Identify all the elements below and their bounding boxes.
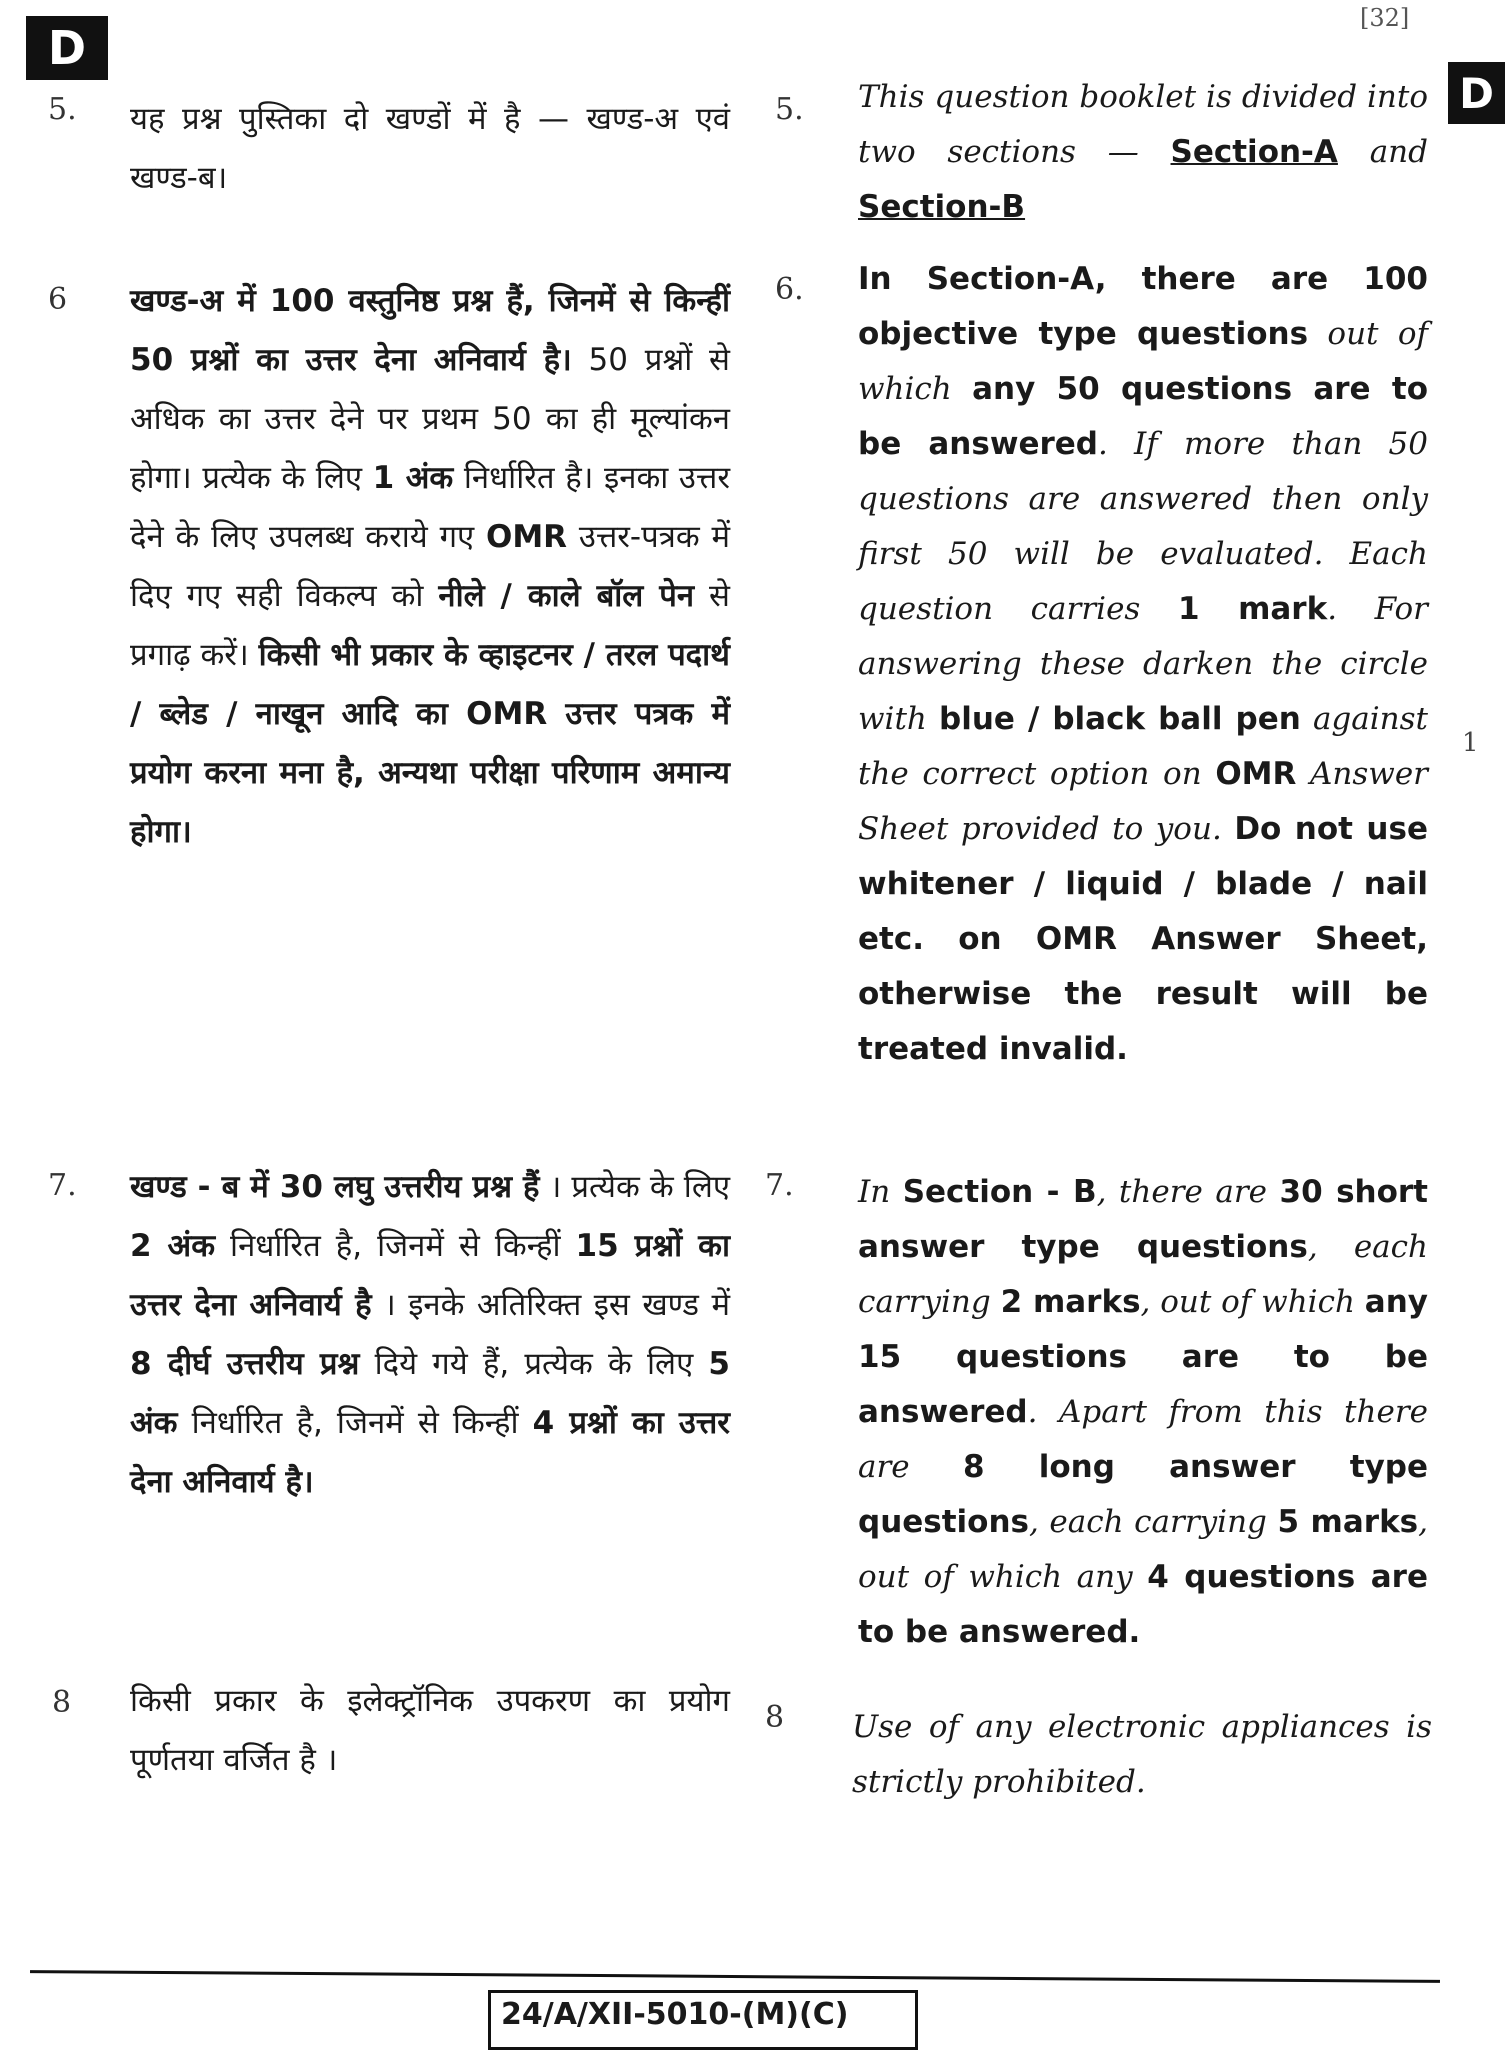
text: Do not use whitener / liquid / blade / nail etc. on OMR Answer Sheet, otherwise the result will be treated invalid. <box>858 811 1428 1067</box>
item-number-en-8: 8 <box>765 1700 785 1735</box>
instruction-en-8: Use of any electronic appliances is strictly prohibited. <box>852 1709 1432 1800</box>
text: blue / black ball pen <box>939 701 1301 737</box>
text: any 15 questions are to be answered <box>858 1284 1428 1430</box>
text: 2 marks <box>1000 1284 1141 1320</box>
text: । इनके अतिरिक्त इस खण्ड में <box>371 1287 730 1323</box>
instruction-hi-5: यह प्रश्न पुस्तिका दो खण्डों में है — खण्ड-अ एवं खण्ड-ब। <box>130 101 730 196</box>
item-number-en-7: 7. <box>765 1168 794 1203</box>
set-badge-right: D <box>1448 62 1505 124</box>
text: 8 दीर्घ उत्तरीय प्रश्न <box>130 1346 360 1382</box>
paper-code: 24/A/XII-5010-(M)(C) <box>488 1990 918 2050</box>
instruction-hi-6 <box>130 272 730 862</box>
text: , out of which <box>1140 1284 1365 1320</box>
item-number-en-6: 6. <box>775 272 804 307</box>
text: निर्धारित है, जिनमें से किन्हीं <box>177 1405 533 1441</box>
text: । प्रत्येक के लिए <box>539 1169 730 1205</box>
set-badge-left: D <box>26 16 108 80</box>
text: निर्धारित है। इनका उत्तर देने के लिए उपलब्ध कराये गए <box>130 460 730 555</box>
text: OMR <box>1215 756 1297 792</box>
text: and <box>1337 134 1428 170</box>
text: , each carrying <box>858 1229 1428 1320</box>
text: 15 प्रश्नों का उत्तर देना अनिवार्य है <box>130 1228 730 1323</box>
page-number: [32] <box>1360 4 1410 32</box>
text: In Section-A, there are 100 objective type questions <box>858 261 1428 352</box>
text: किसी भी प्रकार के व्हाइटनर / तरल पदार्थ / ब्लेड / नाखून आदि का OMR उत्तर पत्रक में प्रयोग करना मना है, अन्यथा परीक्षा परिणाम अमान्य होगा। <box>130 637 730 850</box>
text: Section-A <box>1170 134 1338 170</box>
text: 1 mark <box>1177 591 1328 627</box>
text: 8 long answer type questions <box>858 1449 1428 1540</box>
text: . If more than 50 questions are answered then only first 50 will be evaluated. Each question carries <box>858 426 1428 627</box>
text: उत्तर-पत्रक में दिए गए सही विकल्प को <box>130 519 730 614</box>
item-number-en-5: 5. <box>775 92 804 127</box>
text: निर्धारित है, जिनमें से किन्हीं <box>215 1228 576 1264</box>
instruction-hi-7 <box>130 1158 730 1512</box>
text: 50 प्रश्नों से अधिक का उत्तर देने पर प्रथम 50 का ही मूल्यांकन होगा। प्रत्येक के लिए <box>130 342 730 496</box>
text: , there are <box>1096 1174 1280 1210</box>
text: 5 marks <box>1277 1504 1419 1540</box>
text: से प्रगाढ़ करें। <box>130 578 730 673</box>
text: In <box>858 1174 903 1210</box>
text: 2 अंक <box>130 1228 216 1264</box>
text: , each carrying <box>1029 1504 1278 1540</box>
text: , out of which any <box>858 1504 1428 1595</box>
item-number-hi-6: 6 <box>48 282 68 317</box>
instruction-en-6 <box>858 252 1428 1077</box>
footer-rule <box>30 1970 1440 1983</box>
text: OMR <box>485 519 568 555</box>
text: दिये गये हैं, प्रत्येक के लिए <box>359 1346 709 1382</box>
text: against the correct option on <box>858 701 1428 792</box>
text: out of which <box>858 316 1428 407</box>
instruction-en-7 <box>858 1165 1428 1660</box>
text: 4 questions are to be answered. <box>858 1559 1428 1650</box>
text: 5 अंक <box>130 1346 730 1441</box>
item-number-hi-7: 7. <box>48 1168 77 1203</box>
text: . For answering these darken the circle with <box>858 591 1428 737</box>
instruction-en-5 <box>858 70 1428 235</box>
margin-mark: 1 <box>1462 728 1479 758</box>
text: खण्ड-अ में 100 वस्तुनिष्ठ प्रश्न हैं, जिनमें से किन्हीं 50 प्रश्नों का उत्तर देना अनिवार्य है। <box>130 283 730 378</box>
item-number-hi-5: 5. <box>48 92 77 127</box>
instruction-hi-8: किसी प्रकार के इलेक्ट्रॉनिक उपकरण का प्रयोग पूर्णतया वर्जित है । <box>130 1683 730 1778</box>
text: Section-B <box>858 189 1026 225</box>
text: 1 अंक <box>372 460 454 496</box>
text: 30 short answer type questions <box>858 1174 1428 1265</box>
text: Section - B <box>902 1174 1097 1210</box>
text: . Apart from this there are <box>858 1394 1428 1485</box>
text: any 50 questions are to be answered <box>858 371 1428 462</box>
text: This question booklet is divided into two sections — <box>858 79 1428 170</box>
text: नीले / काले बॉल पेन <box>438 578 695 614</box>
item-number-hi-8: 8 <box>52 1685 72 1720</box>
text: 4 प्रश्नों का उत्तर देना अनिवार्य है। <box>130 1405 730 1500</box>
text: Answer Sheet provided to you. <box>858 756 1428 847</box>
text: खण्ड - ब में 30 लघु उत्तरीय प्रश्न हैं <box>130 1169 540 1205</box>
